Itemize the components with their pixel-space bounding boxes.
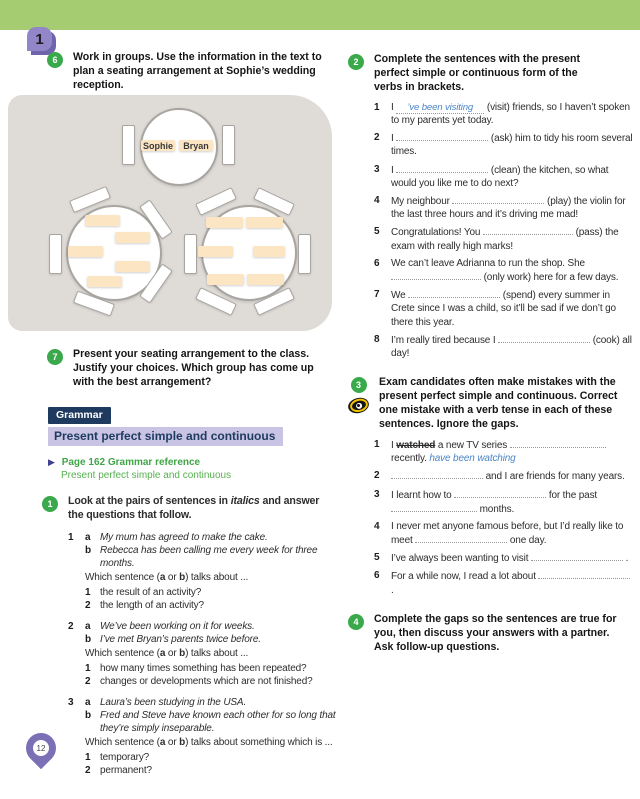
sentence-pair [85, 633, 336, 646]
seating-diagram [8, 95, 332, 331]
seat-tag-empty [87, 276, 122, 287]
sub-question [85, 662, 336, 675]
sub-number: 1 [85, 586, 91, 598]
seat-tag-empty [115, 261, 150, 272]
exercise-2-number: 2 [353, 57, 359, 67]
item-number: 1 [374, 438, 380, 450]
page-number: 12 [36, 743, 46, 753]
sub-number: 1 [85, 751, 91, 763]
exercise-3-number: 3 [355, 380, 361, 391]
seat-tag-empty [68, 246, 103, 257]
seat-tag-empty [85, 215, 120, 226]
item-number: 6 [374, 570, 380, 582]
sentence-pair [85, 709, 336, 735]
exercise-2-item [374, 131, 634, 158]
seat-tag-empty [115, 232, 150, 243]
exercise-4-number-badge [348, 614, 364, 630]
exercise-7-number-badge [47, 349, 63, 365]
unit-number: 1 [35, 30, 44, 48]
chair [184, 234, 197, 274]
chair [298, 234, 311, 274]
grammar-section [48, 405, 336, 482]
gapped-sentence: I never met anyone famous before, but I’d really like to meet one day. [391, 520, 624, 547]
item-number: 4 [374, 520, 380, 532]
exercise-1-number: 1 [47, 498, 53, 509]
gapped-sentence: For a while now, I read a lot about . [391, 569, 634, 596]
sub-text: permanent? [100, 764, 152, 776]
exercise-1-number-badge [42, 496, 58, 512]
letter-a: a [85, 696, 91, 708]
exercise-1 [42, 495, 336, 777]
seat-tag-empty [206, 217, 243, 228]
exercise-1-item-3 [68, 696, 336, 777]
top-green-bar [0, 0, 640, 30]
exercise-3-item [374, 488, 634, 516]
item-number: 2 [374, 132, 380, 144]
exercise-2-item [374, 257, 634, 284]
chair [122, 125, 135, 165]
exercise-4-number: 4 [353, 616, 359, 627]
grammar-title: Present perfect simple and continuous [48, 427, 283, 446]
exercise-4 [348, 613, 634, 655]
sub-text: temporary? [100, 751, 150, 763]
item-number: 6 [374, 257, 380, 269]
question-line: Which sentence (a or b) talks about ... [85, 572, 249, 584]
gapped-sentence: I’ve always been wanting to visit . [391, 553, 629, 565]
sentence-pair [85, 620, 336, 633]
item-number: 5 [374, 552, 380, 564]
exercise-1-instruction: Look at the pairs of sentences in italics and answer the questions that follow. [68, 494, 320, 521]
grammar-reference-title: Page 162 Grammar reference [61, 456, 201, 468]
exercise-2-item [374, 333, 634, 360]
exercise-6-number: 6 [52, 55, 58, 65]
exercise-2-item [374, 194, 634, 221]
gapped-sentence: I (ask) him to tidy his room several times. [391, 133, 633, 158]
gapped-sentence: I (clean) the kitchen, so what would you like me to do next? [391, 164, 609, 189]
exercise-4-instruction: Complete the gaps so the sentences are true for you, then discuss your answers with a partner. Ask follow-up questions. [374, 612, 617, 653]
sub-question [85, 599, 336, 612]
sentence-a: Laura’s been studying in the USA. [100, 696, 247, 708]
sub-text: how many times something has been repeated? [100, 662, 307, 674]
exercise-2-instruction: Complete the sentences with the present perfect simple or continuous form of the verbs in brackets. [374, 53, 581, 93]
grammar-reference [48, 456, 336, 482]
item-number: 5 [374, 226, 380, 238]
item-number: 3 [374, 488, 380, 500]
item-number: 3 [68, 696, 74, 708]
exercise-7-instruction: Present your seating arrangement to the class. Justify your choices. Which group has come up with the best arrangement? [73, 348, 314, 388]
exercise-3-number-badge [351, 377, 367, 393]
exercise-2-item [374, 163, 634, 190]
chair [222, 125, 235, 165]
letter-a: a [85, 620, 91, 632]
sub-text: changes or developments which are not finished? [100, 675, 313, 687]
exercise-3-instruction: Exam candidates often make mistakes with the present perfect simple and continuous. Correct one mistake with a verb tense in each of these sentences. Ignore the gaps. [379, 376, 618, 430]
question-line: Which sentence (a or b) talks about something which is ... [85, 737, 333, 749]
seat-tag-empty [247, 274, 284, 285]
exam-candidates-eye-icon [346, 396, 370, 416]
sentence-pair [85, 544, 336, 570]
exercise-2-item [374, 225, 634, 252]
sub-text: the result of an activity? [100, 586, 202, 598]
exercise-3 [348, 376, 634, 597]
gapped-sentence: My neighbour (play) the violin for the last three hours and it’s driving me mad! [391, 196, 626, 221]
unit-number-badge [27, 27, 52, 51]
letter-b: b [85, 545, 91, 557]
gapped-sentence: I learnt how to for the past months. [391, 489, 598, 515]
exercise-7 [47, 348, 336, 390]
sentence-b: Fred and Steve have known each other for so long that they’re simply inseparable. [100, 710, 336, 735]
exercise-3-item [374, 551, 634, 565]
exercise-2 [348, 53, 634, 360]
seat-tag-empty [198, 246, 233, 257]
letter-a: a [85, 531, 91, 543]
seat-tag-sophie [141, 140, 175, 151]
sub-number: 2 [85, 599, 91, 611]
exercise-6 [47, 51, 335, 93]
exercise-1-item-1 [68, 531, 336, 612]
gapped-sentence: We (spend) every summer in Crete since I was a child, so it’ll be sad if we don’t go there this year. [391, 290, 616, 328]
sub-question [85, 751, 336, 764]
sentence-a: We’ve been working on it for weeks. [100, 620, 255, 632]
gapped-sentence: and I are friends for many years. [391, 469, 634, 483]
exercise-3-item [374, 520, 634, 547]
sub-number: 1 [85, 662, 91, 674]
seat-tag-label: Bryan [183, 140, 209, 151]
sentence-pair [85, 696, 336, 709]
gapped-sentence: Congratulations! You (pass) the exam with really high marks! [391, 227, 619, 252]
grammar-label: Grammar [48, 407, 111, 424]
right-column [348, 53, 634, 669]
sentence-a: My mum has agreed to make the cake. [100, 531, 268, 543]
sub-number: 2 [85, 675, 91, 687]
item-number: 2 [68, 620, 74, 632]
exercise-7-number: 7 [52, 352, 58, 362]
sentence-b: I’ve met Bryan’s parents twice before. [100, 634, 261, 646]
gapped-sentence: I’m really tired because I (cook) all day! [391, 334, 632, 359]
chair [49, 234, 62, 274]
exercise-1-item-2 [68, 620, 336, 688]
exercise-6-instruction: Work in groups. Use the information in the text to plan a seating arrangement at Sophie’s wedding reception. [73, 51, 322, 91]
exercise-2-item [374, 101, 634, 127]
gapped-sentence: I ’ve been visiting (visit) friends, so I haven’t spoken to my parents yet today. [391, 101, 630, 127]
reference-arrow-icon: ▶ [48, 456, 55, 467]
left-column [42, 348, 336, 791]
letter-b: b [85, 634, 91, 646]
sentence-b: Rebecca has been calling me every week for three months. [100, 545, 318, 570]
exercise-2-number-badge [348, 54, 364, 70]
item-number: 8 [374, 333, 380, 345]
letter-b: b [85, 710, 91, 722]
gapped-sentence: I watched a new TV series recently. have been watching [391, 438, 634, 465]
seat-tag-label: Sophie [142, 140, 173, 151]
question-line: Which sentence (a or b) talks about ... [85, 648, 249, 660]
seat-tag-empty [253, 246, 285, 257]
exercise-6-number-badge [47, 52, 63, 68]
seat-tag-bryan [179, 140, 213, 151]
seat-tag-empty [246, 217, 283, 228]
sub-question [85, 586, 336, 599]
item-number: 3 [374, 163, 380, 175]
item-number: 7 [374, 289, 380, 301]
gapped-sentence: We can’t leave Adrianna to run the shop. She (only work) here for a few days. [391, 257, 619, 283]
sentence-pair [85, 531, 336, 544]
exercise-3-item [374, 438, 634, 465]
item-number: 4 [374, 195, 380, 207]
exercise-3-item [374, 469, 634, 483]
seat-tag-empty [207, 274, 244, 285]
exercise-2-item [374, 288, 634, 329]
sub-text: the length of an activity? [100, 599, 204, 611]
sub-number: 2 [85, 764, 91, 776]
item-number: 1 [374, 101, 380, 113]
sub-question [85, 675, 336, 688]
sub-question [85, 764, 336, 777]
grammar-reference-subtitle: Present perfect simple and continuous [61, 469, 232, 481]
exercise-3-item [374, 569, 634, 596]
item-number: 2 [374, 470, 380, 482]
item-number: 1 [68, 531, 74, 543]
